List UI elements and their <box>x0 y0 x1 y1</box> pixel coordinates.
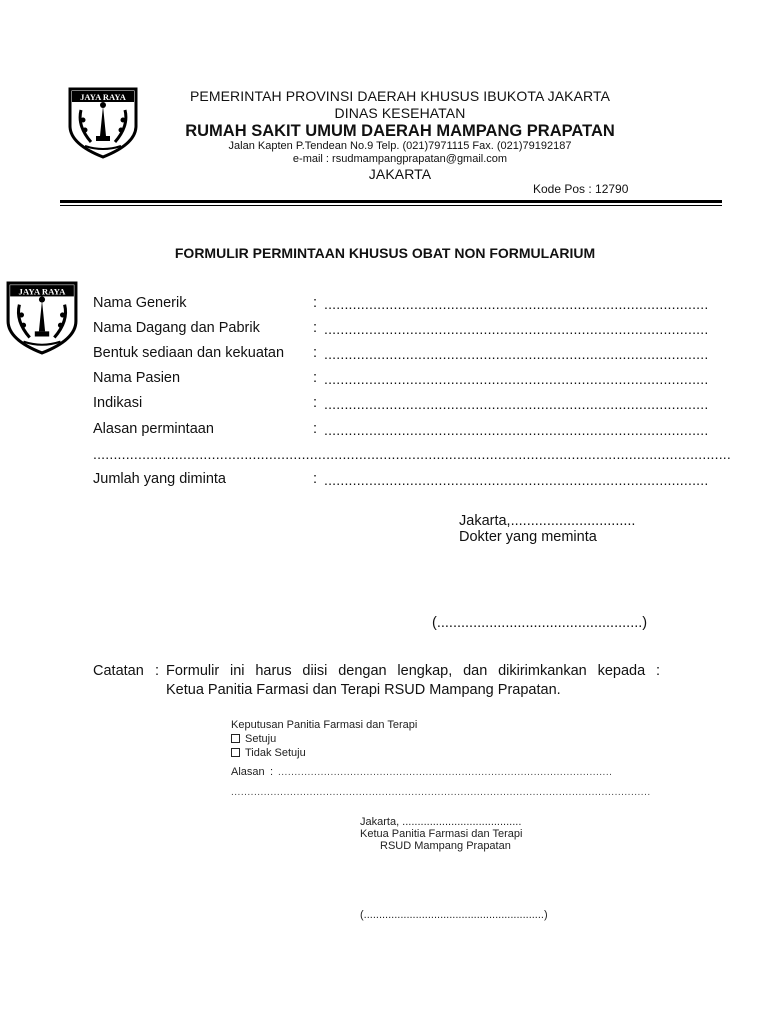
header-line-1: PEMERINTAH PROVINSI DAERAH KHUSUS IBUKOTA JAKARTA <box>189 88 611 104</box>
option-setuju[interactable] <box>231 733 276 745</box>
decision-reason-input-2[interactable]: ................................................................................................................................ <box>231 787 651 798</box>
header-rule-thick <box>60 200 722 203</box>
hospital-name: RUMAH SAKIT UMUM DAERAH MAMPANG PRAPATAN <box>185 122 615 140</box>
svg-text:JAYA RAYA: JAYA RAYA <box>18 286 66 297</box>
decision-reason-input[interactable]: ...................................................................................................... <box>278 767 613 778</box>
jaya-raya-logo-header <box>67 86 139 160</box>
field-label-nama-dagang: Nama Dagang dan Pabrik <box>93 320 260 336</box>
decision-place-date[interactable]: Jakarta, ....................................... <box>360 816 522 828</box>
hospital-email: e-mail : rsudmampangprapatan@gmail.com <box>292 153 508 165</box>
decision-name-line[interactable]: (...........................................................) <box>360 909 548 921</box>
note-line-2: Ketua Panitia Farmasi dan Terapi RSUD Mampang Prapatan. <box>166 682 561 698</box>
field-input-bentuk-sediaan[interactable]: .............................................................................................. <box>324 346 709 362</box>
header-line-2: DINAS KESEHATAN <box>334 105 466 121</box>
field-input-nama-generik[interactable]: .............................................................................................. <box>324 296 709 312</box>
field-colon: : <box>313 345 318 361</box>
field-colon: : <box>313 421 318 437</box>
option-setuju-label: Setuju <box>245 733 277 745</box>
field-input-nama-dagang[interactable]: .............................................................................................. <box>324 321 709 337</box>
postal-code: Kode Pos : 12790 <box>533 182 629 196</box>
decision-title: Keputusan Panitia Farmasi dan Terapi <box>231 719 418 731</box>
field-colon: : <box>313 370 318 386</box>
field-colon: : <box>313 295 318 311</box>
field-input-jumlah[interactable]: .............................................................................................. <box>324 472 709 488</box>
field-colon: : <box>313 471 318 487</box>
field-input-indikasi[interactable]: .............................................................................................. <box>324 396 709 412</box>
field-label-nama-pasien: Nama Pasien <box>93 370 181 386</box>
field-label-alasan: Alasan permintaan <box>93 421 214 437</box>
signature-name-line[interactable]: (...................................................) <box>432 615 648 631</box>
option-tidak-setuju[interactable] <box>231 747 306 759</box>
decision-reason-colon: : <box>270 766 274 778</box>
signature-role: Dokter yang meminta <box>459 529 597 545</box>
form-title: FORMULIR PERMINTAAN KHUSUS OBAT NON FORMULARIUM <box>174 245 596 261</box>
field-label-indikasi: Indikasi <box>93 395 143 411</box>
jaya-raya-logo-form <box>5 279 79 357</box>
option-tidak-setuju-label: Tidak Setuju <box>245 747 306 759</box>
checkbox-setuju[interactable] <box>231 734 240 743</box>
field-colon: : <box>313 320 318 336</box>
header-rule-thin <box>60 205 722 206</box>
field-label-nama-generik: Nama Generik <box>93 295 187 311</box>
jaya-raya-shield-icon <box>5 279 79 357</box>
hospital-address: Jalan Kapten P.Tendean No.9 Telp. (021)7971115 Fax. (021)79192187 <box>228 140 572 152</box>
decision-signer-org: RSUD Mampang Prapatan <box>380 840 511 852</box>
field-colon: : <box>313 395 318 411</box>
field-input-alasan-continued[interactable]: ............................................................................................................................................................ <box>93 446 731 462</box>
decision-reason-label: Alasan <box>231 766 265 778</box>
note-label: Catatan <box>93 663 144 679</box>
field-input-alasan[interactable]: .............................................................................................. <box>324 422 709 438</box>
jaya-raya-shield-icon <box>67 86 139 160</box>
field-input-nama-pasien[interactable]: .............................................................................................. <box>324 371 709 387</box>
header-city: JAKARTA <box>368 166 432 182</box>
decision-signer-title: Ketua Panitia Farmasi dan Terapi <box>360 828 523 840</box>
field-label-bentuk-sediaan: Bentuk sediaan dan kekuatan <box>93 345 285 361</box>
note-colon: : <box>155 663 160 679</box>
svg-text:JAYA RAYA: JAYA RAYA <box>80 92 126 102</box>
note-line-1: Formulir ini harus diisi dengan lengkap, dan dikirimkankan kepada : <box>166 663 660 679</box>
checkbox-tidak-setuju[interactable] <box>231 748 240 757</box>
field-label-jumlah: Jumlah yang diminta <box>93 471 226 487</box>
signature-place-date[interactable]: Jakarta,............................... <box>459 513 636 529</box>
